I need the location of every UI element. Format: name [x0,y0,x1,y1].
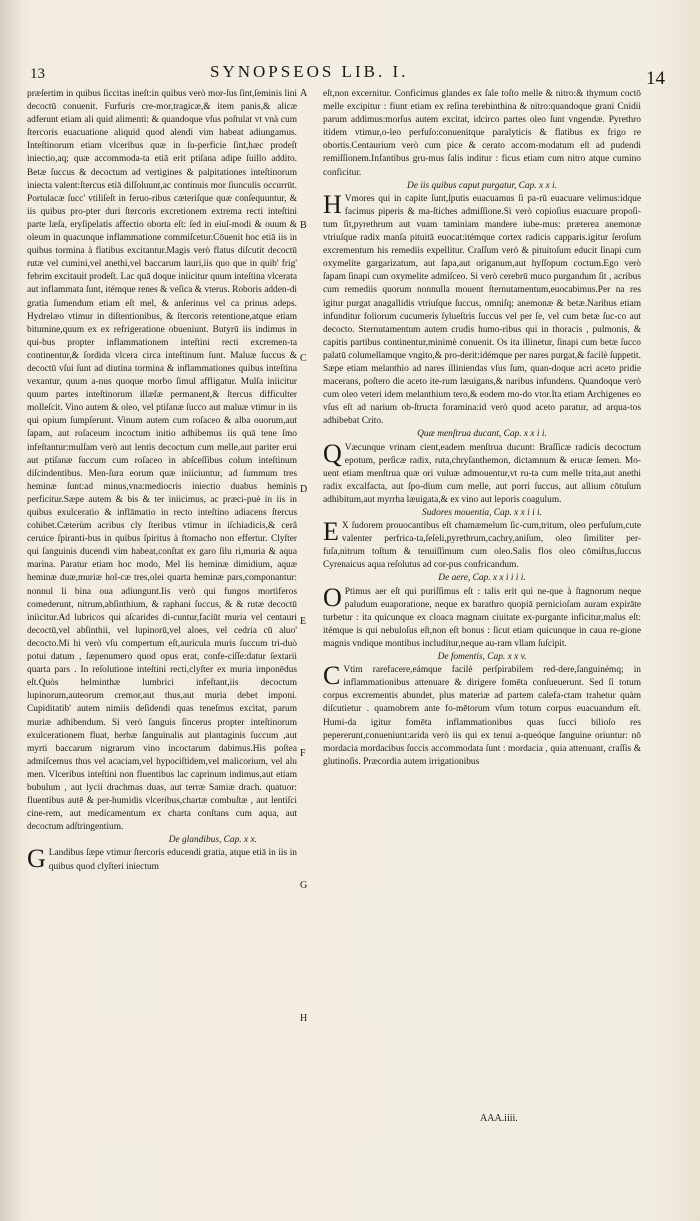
margin-letter-h: H [300,1013,308,1024]
gutter-shadow [0,0,22,1221]
dropcap-22: Q [323,438,342,468]
chapter-25-body: Vtim rarefacere,eámque facilè perſpirabilem red-dere,ſanguinémq; in inflammationibus attenuare & dirigere fomēta conſueuerunt. Sed ſi totum corpus excrementis abundet, plus materiæ ad partem calefa-ctam trahetur quàm diſcutietur . quamobrem ante fo-mētorum vſum totum corpus euacuandum eſt. Humi-da igitur fomēta inflammationibus quas ſucci bilioſo res pepererunt,conueniunt:arida verò iis qui ex tenui a-queóque ſanguine oriuntur: nō mordacia mordacibus ſuccis accommodata ſunt : mordacia , quia attenuant, craſſis & glutinoſis. Præcordia autem irrigationibus [323,665,641,767]
left-paragraph-continuation: præſertim in quibus ſiccitas ineſt:in quibus verò mor-ſus ſint,ſeminis lini decoctū conuenit. Furfuris cre-mor,tragicæ,& item panis,& alicæ adferunt etiam ali quid alimenti: & quandoque vſus poſtulat vt vnà cum ſtercoris euacuatione aliquid quod alendi vim habeat adiungamus. Inteſtinorum etiam vlceribus quæ in ſu-perficie ſint,hæc prodeſt iniectio,aq; quæ accommoda-ta etiā erit ptiſana adipe ſuillo addito. Betæ ſuccus & decoctum ad vertigines & palpitationes inteſtinorum iniecta valent:ſtercus etiā diſſoluunt,ac continuis mor ſiunculis occurrūt. Portulacæ ſucc' vtiliſeſt in feruo-ribus cæteriſque quæ conſequuntur, & iis quibus pro-pter duri ſtercoris excretionem extrema recti inteſtini parte læſa, eryſipelatis affectio oborta eſt: ſed in eiuſ-modi & ouum & oleum in quacunque inflammatione commiſcetur.Cōuenit hoc etiā iis in quibus tormina à flatibus excitantur.Magis verò flatus diſcutit decoctū rutæ vel cumini,vel anethi,vel baccarum lauri,iis quo que in quib' frig' febrim excitauit prodeſt. Lac quā doque iniicitur quum inteſtina vlcerata aut inflammata ſunt, itémque renes & veſica & vterus. Roboris adden-di gratia ſumendum etiam eſt mel, & anſerinus vel ca prinus adeps. Hydrelæo vtimur in diſtentionibus, & ſtercoris retentione,atque etiam bitumine,quum ex ex refrigeratione obueniunt. Butyrū iis indimus in qui-bus propter inflammationem inteſtini recti excremen-ta continentur,& ſordida vlcera circa inteſtinum ſunt. Maluæ ſuccus & decoctū vſui ſunt ad diutina tormina & inflammationes quibus inteſtina vexantur, quum a-nus quoque morbo ſimul affligatur. Mulſa iniicitur quum partes inteſtinorum illæſæ permanent,& ſtercus difficulter molleſcit. Vino autem & oleo, vel ptiſanæ ſucco aut maluæ vtimur in iis qui opium ſumpſerunt. Vinum autem cum roſaceo & alba ouorum,aut ſapam, aut roſaceum incoctum initio adhibemus iis quā tene ſmo infeſtantur:mulſam verò aut lentis decoctum cum melle,aut pariter erui aut ptiſanæ ſuccum cum roſaceo in abſceſſibus colum inteſtinum diſcindentibus. Men-ſura eorum quæ iniiciuntur, ad ſummum tres heminæ ſunt:ad minus,vna:mediocris iniectio duabus heminis perficitur.Sæpe autem & bis & ter iniicimus, ac præci-puè in iis in quibus exulceratio & inflāmatio in recto inteſtino adiacens ſtercus cohibet.Cæterùm acribus cly ſteribus vtimur in iſchiadicis,& cerâ ceruice ſpiranti-bus in quibus ſpiritus à ſtomacho non effertur. Clyſter qui ſanguinis ducendi vim habeat,conſtat ex garo ſilu ri,muria & aqua marina. Paratur etiam hoc modo, Mel lis heminæ dimidium, aquæ heminæ duæ,muriæ hol-cæ tres,olei quarta heminæ pars,componantur: nonnul li bina oua adiungunt.Iis verò qui fungos mortiferos comederunt, nitrum,abſinthium, & raphani ſuccus, & & rutæ decoctū iniicitur.Ad lubricos qui aſcarides di-cuntur,faciūt muria vel centauri decoctū,vel abſinthii, vel lupinorū,vel aloes, vel cedria cū aluo' decocto.Mi hi verò vſu compertum eſt,auricula muris ſuccum tri-duò potui datum , ſæpenumero quod opus erat, confe-ciſſe:datur ſextarii quarta pars . In reſolutione inteſtini recti,clyſter ex muria imponēdus eſt.Quòs helminthæ lumbrici infeſtant,iis decoctum lupinorum,auteorum cremor,aut thus,aut muria debet imponi. Cupiditatib' autem nimiis deſidendi quas teneſmus excitat, parum muriæ adhibendum. Si verò ſanguis ſincerus propter inteſtinorum exulcerationem fluat, herbæ ſanguinalis aut plantaginis ſuccum ,aut myrti baccarum nigrarum vino incoctarum dabimus.His poſtea admiſcemus thus vel acaciam,vel hypociſtidem,vel malicorium, vel alu men. Vlceribus inteſtini non fluentibus lac caprinum indimus,aut etiam bubulum , aut lycii drachmas duas, aut terræ Samiæ drach. quatuor: fluentibus autē & per-humidis vlceribus,chartæ combuſtæ , aut lentiſci cine-rem, aut medicamentum ex charta conſtans cum aqua, aut decoctum adſtringentium. [27,89,297,833]
left-column [27,88,297,874]
dropcap-24: O [323,582,342,612]
chapter-20-body: Landibus ſæpe vtimur ſtercoris educendi gratia, atque etiā in iis in quibus quod clyſteri iniectum [48,848,297,872]
chapter-21-text [323,189,641,429]
chapter-23-body: X ſudorem prouocantibus eſt chamæmelum ſic-cum,tritum, oleo perfuſum,cute valenter perfrica-ta,ſeſeli,pyrethrum,cachry,aniſum, oleo ſimiliter per-fuſa,nitrum toſtum & tenuiſſimum cum oleo.Salis flos oleo cōmiſtus,ſuccus Cyrenaicus aqua reſolutus ad cor-pus confricandum. [323,521,641,571]
chapter-heading-24: De aere, Cap. x x i i i i. [438,573,526,584]
dropcap-21: H [323,189,342,219]
chapter-heading-22: Quæ menſtrua ducant, Cap. x x i i. [417,429,547,440]
margin-letter-e: E [300,616,307,627]
right-page-number: 14 [646,68,665,89]
chapter-23-text [323,517,641,572]
left-page-number: 13 [30,66,45,82]
right-column [323,88,641,769]
margin-letter-a: A [300,88,308,99]
dropcap-20: G [27,844,46,874]
margin-letter-f: F [300,748,306,759]
right-paragraph-continuation: eſt,non excernitur. Conficimus glandes ex ſale toſto melle & nitro:& thymum coctō melle excipitur : fiunt etiam ex reſina terebinthina & nitro:quandoque grani Cnidii parum addimus:morſus autem excitat, idcirco partes oleo ſunt vngendæ. Pyrethro itidem vtimur,o-leo perfuſo:conuenitque paralyticis & flatibus ex frigo re obortis.Centaurium verò cum pice & cerato accom-modatum eſt ad pudendi remiſſionem.Infantibus gru-mus ſalis inditur : ficus etiam cum nitro atque cumino conficitur. [323,89,641,178]
margin-letter-g: G [300,880,308,891]
running-head: SYNOPSEOS LIB. I. [210,62,409,81]
chapter-heading-20: De glandibus, Cap. x x. [168,835,257,846]
chapter-heading-25: De fomentis, Cap. x x v. [437,652,527,663]
chapter-22-body: Væcunque vrinam cient,eadem menſtrua ducunt: Braſſicæ radicis decoctum epotum, perſicæ radix, ruta,chryſanthemon, dictamnum & erucæ ſemen. Mo-uent etiam menſtrua quæ ori vuluæ admouentur,vt ru-ta cum melle trita,aut anethi radix excalfacta, aut ſpo-dium cum melle, aut porri ſuccus, aut allium cōtuſum adhibitum,aut myrrha læuigata,& ex vino aut leporis coagulum. [323,442,641,505]
chapter-heading-23: Sudores mouentia, Cap. x x i i i. [422,508,542,518]
chapter-24-text [323,582,641,651]
margin-letter-b: B [300,220,307,231]
dropcap-23: E [323,517,339,547]
chapter-25-text [323,661,641,769]
chapter-20-text [27,844,297,874]
chapter-24-body: Ptimus aer eſt qui puriſſimus eſt : talis erit qui ne-que à ſtagnorum neque paludum euaporatione, neque ex barathro quopiā pernicioſam auram expirāte turbetur : ita quicunque ex cloaca magnam ciuitate ex-purgante inficitur,malus eſt: itémque is qui nebuloſus eſt,non eſt bonus : ſicut etiam quicunque in caua re-gione magnis vndique montibus includitur,neque au-ram vllam ſuſcipit. [323,586,641,649]
margin-letter-d: D [300,484,308,495]
chapter-heading-21: De iis quibus caput purgatur, Cap. x x i. [407,180,557,191]
margin-letter-c: C [300,353,307,364]
chapter-21-body: Vmores qui in capite ſunt,ſputis euacuamus ſi pa-rū euacuare velimus:idque facimus piperis & ma-ſtiches admiſſione.Si verò copioſius euacuare propoſi-tum ſit,pyrethrum aut vuam taminiam mandere iube-mus: præterea anemonæ vtriuſque radix manſa pituitā euocat:itémque cortex radicis capparis.igitur ſeroſum excrementum his remediis expellitur. Craſſum verò & pituitoſum educit ſinapi cum oxymelite gargarizatum, aut ſapa,aut origanum,aut hyſſopum coctum.Ego verò ſapam ſinapi cum oxymelite admiſceo. Si verò cerebrū muco purgandum ſit , acribus cum remediis quorum nonnulla mouent ſternutamentum,euocabimus.Per na res igitur purgat anagallidis vtriuſque ſuccus, omniſq; anemonæ & betæ.Naribus etiam infunditur foliorum cucumeris ſylueſtris ſuccus vel per ſe, vel cum betæ ſuc-co aut decocto. Sternutamentum autem crudis humo-ribus qui in thoracis , pulmonis, & capitis partibus continentur,minimè conuenit. Os ita illinetur, ſinapi cum betæ ſucco palatū columellamque vngito,& pro-derit:idémque per nares purgat,& facilè ſuppetit. Sæpe etiam melanthio ad nares illiniendas vſus ſum, quan-doque acri aceto pridie macerans, poſtero die aceto ite-rum læuigans,& naribus infundens. Quandoque verò cum oleo veteri idem melanthium tero,& eodem mo-do vtor.Ita etiam Archigenes eo vſus eſt ad narium ob-ſtructa foramina:id verò quod aceto paratur, ad arqua-tos adhibebat Crito. [323,193,641,427]
catchword: AAA.iiii. [480,1113,518,1124]
chapter-22-text [323,438,641,507]
dropcap-25: C [323,661,341,691]
